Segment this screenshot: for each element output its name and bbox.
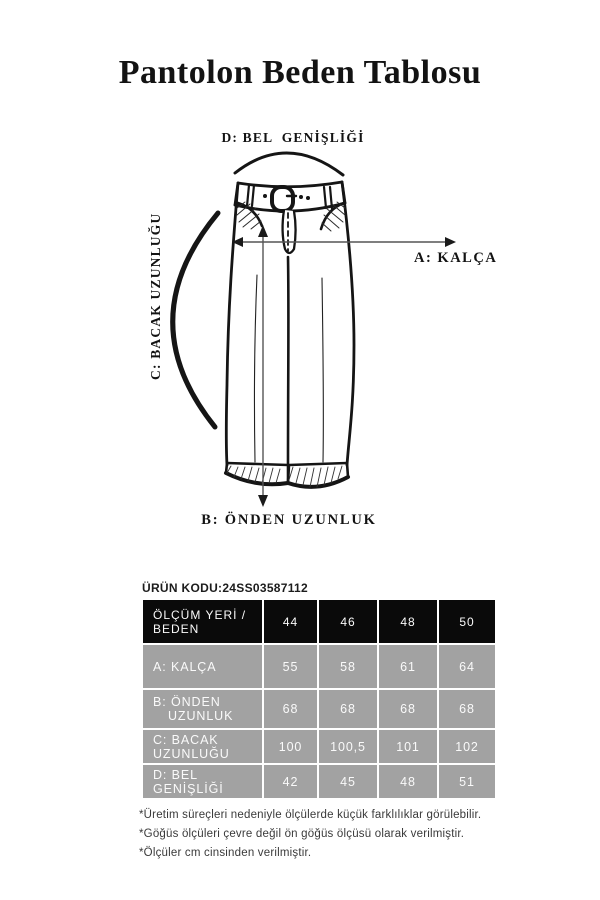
measure-value-cell: 68 <box>319 690 377 728</box>
pants-diagram <box>0 125 600 545</box>
measure-value-cell: 58 <box>319 645 377 688</box>
measure-value-cell: 42 <box>264 765 317 798</box>
measure-value-cell: 68 <box>264 690 317 728</box>
size-table <box>141 598 497 800</box>
measure-label-cell: C: BACAK UZUNLUĞU <box>143 730 262 763</box>
left-cuff <box>226 463 288 484</box>
footnote: *Üretim süreçleri nedeniyle ölçülerde küçük farklılıklar görülebilir. <box>139 809 482 821</box>
label-hip: A: KALÇA <box>414 250 498 266</box>
measure-place-header: ÖLÇÜM YERİ / BEDEN <box>143 600 262 643</box>
table-row <box>143 730 495 763</box>
table-row <box>143 690 495 728</box>
measure-value-cell: 51 <box>439 765 495 798</box>
measure-label-cell: B: ÖNDEN UZUNLUK <box>143 690 262 728</box>
measure-value-cell: 100,5 <box>319 730 377 763</box>
label-front-length: B: ÖNDEN UZUNLUK <box>201 512 377 528</box>
measure-value-cell: 102 <box>439 730 495 763</box>
measure-label-cell: A: KALÇA <box>143 645 262 688</box>
size-header: 46 <box>319 600 377 643</box>
leg-length-curve <box>173 213 218 427</box>
page-title: Pantolon Beden Tablosu <box>118 54 482 91</box>
label-waist-width: D: BEL GENİŞLİĞİ <box>221 130 365 145</box>
size-table-header-row <box>143 600 495 643</box>
table-row <box>143 765 495 798</box>
measure-value-cell: 68 <box>439 690 495 728</box>
waistline-arc <box>235 153 343 175</box>
footnote: *Göğüs ölçüleri çevre değil ön göğüs ölçüsü olarak verilmiştir. <box>139 828 465 840</box>
measure-value-cell: 45 <box>319 765 377 798</box>
product-code: ÜRÜN KODU:24SS03587112 <box>142 581 309 595</box>
footnote: *Ölçüler cm cinsinden verilmiştir. <box>139 847 312 859</box>
measure-label-cell: D: BEL GENİŞLİĞİ <box>143 765 262 798</box>
measure-value-cell: 55 <box>264 645 317 688</box>
measure-value-cell: 48 <box>379 765 437 798</box>
belt-buckle <box>272 187 296 253</box>
size-header: 48 <box>379 600 437 643</box>
measure-value-cell: 68 <box>379 690 437 728</box>
measure-value-cell: 100 <box>264 730 317 763</box>
measurement-arrow-hip <box>232 237 456 247</box>
measure-value-cell: 61 <box>379 645 437 688</box>
size-header: 44 <box>264 600 317 643</box>
label-leg-length: C: BACAK UZUNLUĞU <box>148 212 163 380</box>
size-header: 50 <box>439 600 495 643</box>
measure-value-cell: 64 <box>439 645 495 688</box>
measure-value-cell: 101 <box>379 730 437 763</box>
right-cuff <box>288 463 348 487</box>
table-row <box>143 645 495 688</box>
footnotes <box>139 806 481 863</box>
